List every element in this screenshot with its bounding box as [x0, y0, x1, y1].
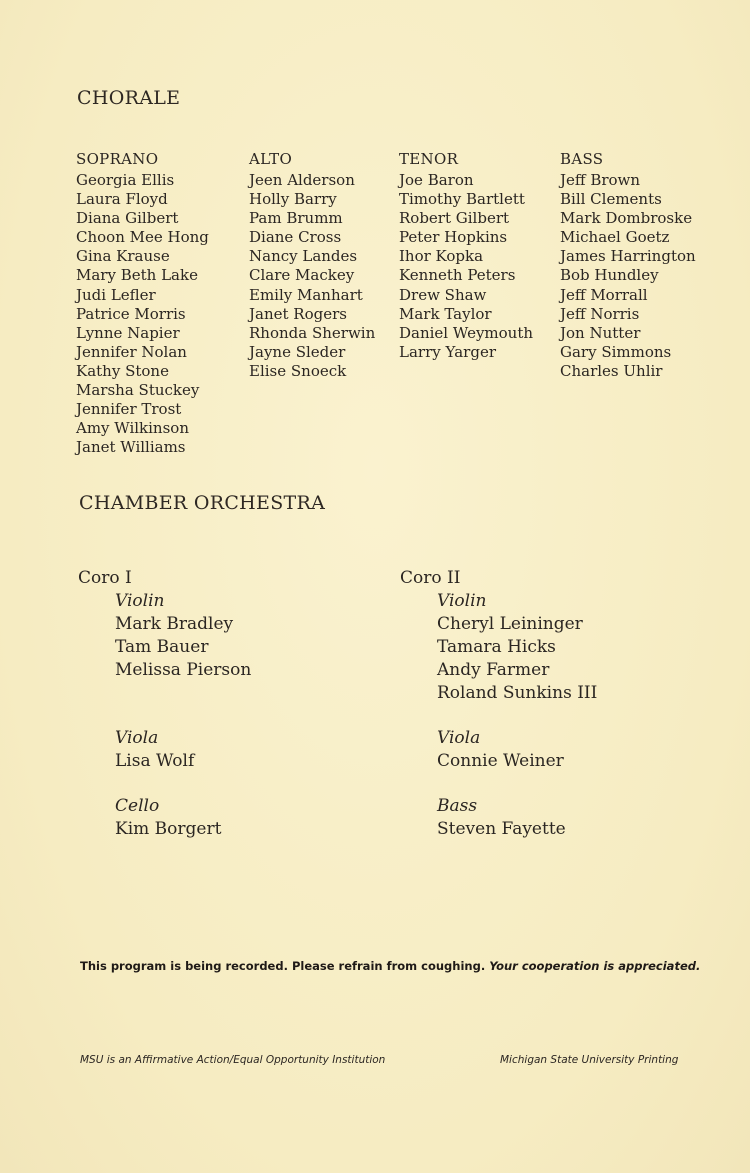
orchestra-title: CHAMBER ORCHESTRA — [79, 492, 326, 514]
player-name: Tam Bauer — [115, 637, 209, 657]
player-name: Cheryl Leininger — [437, 614, 583, 634]
singer-name: Jayne Sleder — [249, 342, 346, 361]
bass-column — [560, 147, 696, 381]
player-name: Lisa Wolf — [115, 751, 195, 771]
player-name: Tamara Hicks — [437, 637, 556, 657]
footer-printing-credit: Michigan State University Printing — [500, 1054, 679, 1066]
coro-label: Coro II — [400, 568, 461, 588]
player-name: Connie Weiner — [437, 751, 564, 771]
instrument-label: Cello — [115, 796, 160, 816]
singer-name: Daniel Weymouth — [399, 323, 534, 342]
singer-name: Diana Gilbert — [76, 209, 179, 228]
notice-text: This program is being recorded. Please refrain from coughing. — [80, 959, 486, 973]
chorale-title: CHORALE — [77, 87, 181, 109]
singer-name: Kenneth Peters — [399, 266, 516, 285]
instrument-label: Violin — [437, 591, 487, 611]
singer-name: Drew Shaw — [399, 285, 487, 304]
instrument-label: Violin — [115, 591, 165, 611]
singer-name: Jeff Morrall — [560, 285, 648, 304]
instrument-label: Viola — [115, 728, 159, 748]
singer-name: Mark Taylor — [399, 304, 492, 323]
singer-name: Jeen Alderson — [249, 171, 355, 189]
singer-name: Amy Wilkinson — [76, 419, 189, 438]
singer-name: Charles Uhlir — [560, 361, 663, 380]
singer-name: Diane Cross — [249, 228, 342, 247]
section-heading: ALTO — [249, 150, 293, 168]
section-heading: TENOR — [399, 150, 459, 168]
coro-label: Coro I — [78, 568, 132, 588]
singer-name: Michael Goetz — [560, 228, 670, 247]
singer-name: Kathy Stone — [76, 361, 169, 380]
singer-name: Bill Clements — [560, 190, 662, 209]
singer-name: Larry Yarger — [399, 342, 496, 361]
player-name: Roland Sunkins III — [437, 683, 598, 703]
footer-affirmative-action: MSU is an Affirmative Action/Equal Opportunity Institution — [80, 1054, 386, 1066]
singer-name: Mary Beth Lake — [76, 266, 198, 285]
singer-name: Rhonda Sherwin — [249, 323, 376, 342]
player-name: Andy Farmer — [437, 660, 550, 680]
singer-name: Jennifer Trost — [76, 400, 182, 419]
player-name: Mark Bradley — [115, 614, 234, 634]
singer-name: Clare Mackey — [249, 266, 355, 285]
notice-italic-text: Your cooperation is appreciated. — [489, 959, 701, 973]
instrument-label: Viola — [437, 728, 481, 748]
singer-name: Joe Baron — [399, 171, 474, 189]
coro-2-block — [400, 567, 597, 841]
player-name: Steven Fayette — [437, 819, 566, 839]
singer-name: Pam Brumm — [249, 209, 343, 228]
singer-name: Jennifer Nolan — [76, 342, 187, 361]
player-name: Melissa Pierson — [115, 660, 252, 680]
player-name: Kim Borgert — [115, 819, 222, 839]
singer-name: Ihor Kopka — [399, 247, 484, 266]
singer-name: Choon Mee Hong — [76, 228, 209, 247]
singer-name: Gina Krause — [76, 247, 170, 266]
singer-name: Emily Manhart — [249, 285, 363, 304]
singer-name: Gary Simmons — [560, 342, 672, 361]
soprano-column — [76, 147, 209, 457]
singer-name: Marsha Stuckey — [76, 381, 200, 400]
spacer-row — [115, 682, 251, 705]
singer-name: Mark Dombroske — [560, 209, 693, 228]
singer-name: Peter Hopkins — [399, 228, 508, 247]
singer-name: Robert Gilbert — [399, 209, 510, 228]
singer-name: Lynne Napier — [76, 323, 180, 342]
tenor-column — [399, 147, 533, 362]
singer-name: Janet Williams — [76, 438, 186, 457]
singer-name: Jeff Brown — [560, 171, 641, 189]
singer-name: Georgia Ellis — [76, 171, 175, 189]
recording-notice — [80, 959, 700, 973]
singer-name: Jeff Norris — [560, 304, 640, 323]
singer-name: Elise Snoeck — [249, 361, 347, 380]
singer-name: Laura Floyd — [76, 190, 168, 209]
singer-name: Holly Barry — [249, 190, 337, 209]
singer-name: Bob Hundley — [560, 266, 659, 285]
singer-name: Judi Lefler — [76, 285, 156, 304]
singer-name: Patrice Morris — [76, 304, 186, 323]
section-heading: BASS — [560, 150, 604, 168]
singer-name: Janet Rogers — [249, 304, 347, 323]
coro-1-block — [78, 567, 251, 841]
instrument-label: Bass — [437, 796, 478, 816]
singer-name: James Harrington — [560, 247, 696, 266]
alto-column — [249, 147, 375, 381]
singer-name: Jon Nutter — [560, 323, 641, 342]
singer-name: Timothy Bartlett — [399, 190, 525, 209]
section-heading: SOPRANO — [76, 150, 159, 168]
singer-name: Nancy Landes — [249, 247, 358, 266]
